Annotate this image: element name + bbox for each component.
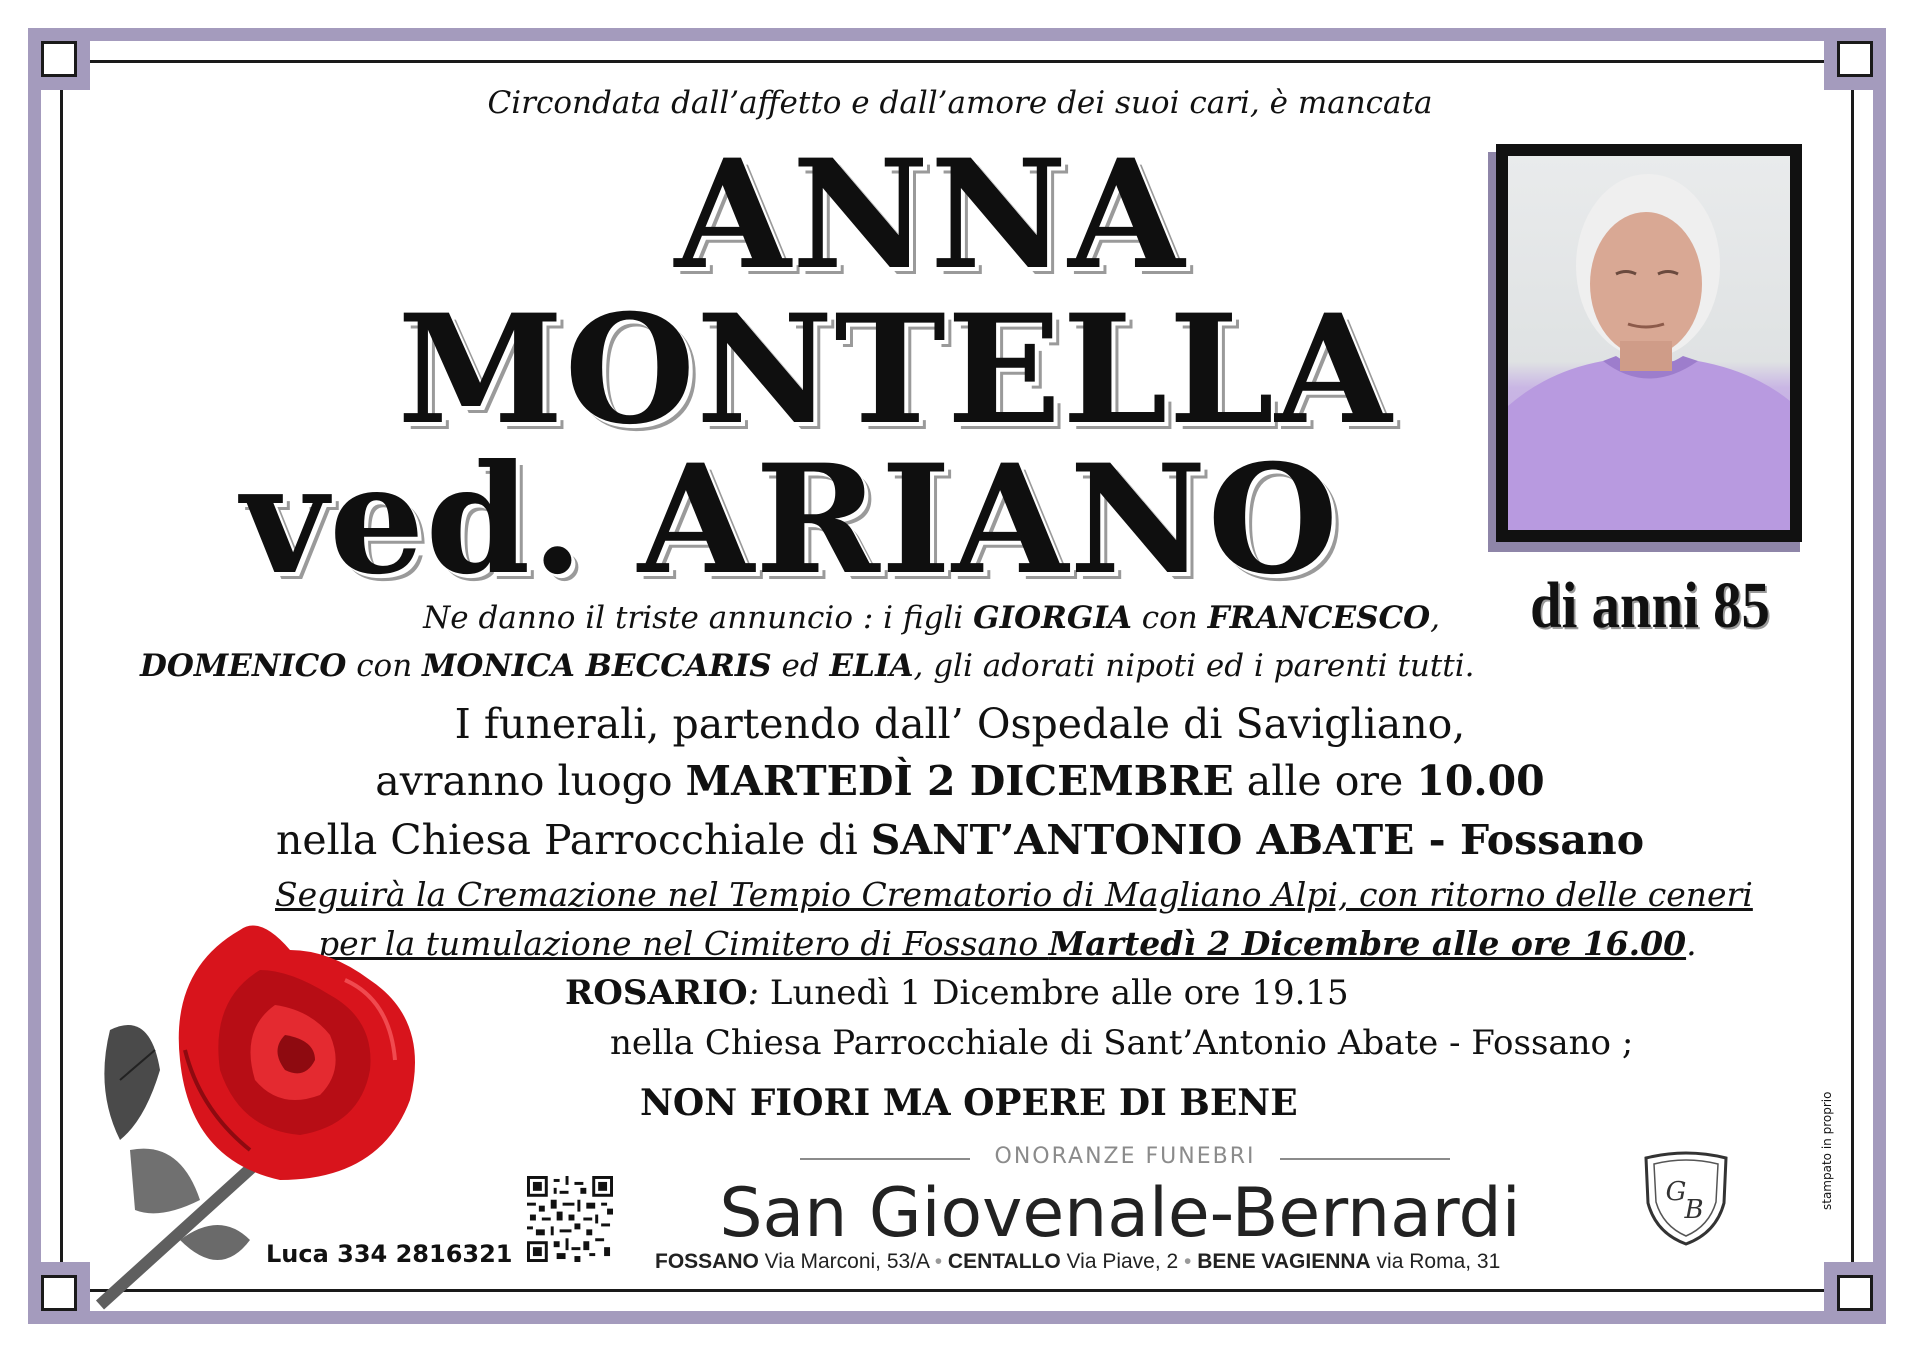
funeral-text: avranno luogo: [375, 757, 686, 805]
printed-note: [1820, 1060, 1840, 1210]
corner-ornament-bottom-left: [28, 1262, 90, 1324]
contact-phone: Luca 334 2816321: [266, 1240, 513, 1268]
red-rose-image: [90, 910, 450, 1310]
announcement-line-2: [140, 648, 1474, 684]
address-separator: •: [1178, 1250, 1198, 1273]
portrait-illustration: [1508, 156, 1790, 530]
corner-ornament-bottom-right: [1824, 1262, 1886, 1324]
rosary-label: ROSARIO: [565, 973, 748, 1013]
funeral-home-category: ONORANZE FUNEBRI: [800, 1144, 1450, 1169]
announcement-line-1: [0, 600, 1440, 636]
spouse-name: FRANCESCO: [1207, 600, 1431, 636]
address-town: CENTALLO: [947, 1250, 1061, 1273]
cremation-text: Seguirà la Cremazione nel Tempio Crematorio di Magliano Alpi,: [275, 875, 1349, 914]
announcement-text: con: [1131, 600, 1208, 636]
no-flowers-note: NON FIORI MA OPERE DI BENE: [640, 1082, 1298, 1124]
funeral-date: MARTEDÌ 2 DICEMBRE: [685, 757, 1234, 805]
deceased-married-name: ved. ARIANO: [240, 432, 1340, 608]
shield-monogram-icon: [1636, 1148, 1736, 1248]
child-name: DOMENICO: [140, 648, 347, 684]
age-label: di anni 85: [1530, 569, 1770, 642]
announcement-text: ,: [1430, 600, 1440, 636]
portrait-photo: [1496, 144, 1802, 542]
funeral-line-2: [0, 757, 1920, 805]
corner-ornament-top-left: [28, 28, 90, 90]
funeral-home-addresses: [655, 1250, 1500, 1274]
address-street: via Roma, 31: [1370, 1250, 1501, 1273]
grandchild-name: ELIA: [829, 648, 914, 684]
announcement-text: Ne danno il triste annuncio : i figli: [423, 600, 974, 636]
corner-ornament-top-right: [1824, 28, 1886, 90]
funeral-text: nella Chiesa Parrocchiale di: [275, 816, 871, 864]
rosary-colon: :: [747, 973, 760, 1013]
deceased-first-name: ANNA: [674, 127, 1186, 303]
rosary-line-1: [565, 973, 1349, 1013]
child-name: GIORGIA: [973, 600, 1132, 636]
address-street: Via Marconi, 53/A: [758, 1250, 929, 1273]
printed-note-text: stampato in proprio: [1820, 1091, 1834, 1210]
funeral-time: 10.00: [1416, 757, 1545, 805]
rosary-datetime: Lunedì 1 Dicembre alle ore 19.15: [759, 973, 1349, 1013]
spouse-name: MONICA BECCARIS: [422, 648, 772, 684]
cremation-text: .: [1686, 924, 1697, 963]
portrait-image: [1508, 156, 1790, 530]
funeral-text: alle ore: [1233, 757, 1417, 805]
cremation-text: per la tumulazione nel Cimitero di Fossano: [318, 924, 1049, 963]
funeral-line-1: I funerali, partendo dall’ Ospedale di Savigliano,: [454, 700, 1466, 748]
funeral-church: SANT’ANTONIO ABATE - Fossano: [870, 816, 1645, 864]
address-town: FOSSANO: [655, 1250, 759, 1273]
address-street: Via Piave, 2: [1060, 1250, 1179, 1273]
intro-text: Circondata dall’affetto e dall’amore dei suoi cari, è mancata: [487, 85, 1433, 121]
qr-code[interactable]: [527, 1176, 613, 1262]
rosary-line-2: nella Chiesa Parrocchiale di Sant’Antonio Abate - Fossano ;: [610, 1023, 1634, 1063]
svg-text:G: G: [1665, 1177, 1687, 1207]
funeral-line-3: [0, 816, 1920, 864]
cremation-line-1: [275, 875, 1753, 914]
cremation-text: con ritorno delle ceneri: [1348, 875, 1753, 914]
announcement-text: , gli adorati nipoti ed i parenti tutti.: [913, 648, 1475, 684]
deceased-surname: MONTELLA: [397, 282, 1393, 458]
announcement-text: ed: [771, 648, 830, 684]
address-town: BENE VAGIENNA: [1197, 1250, 1371, 1273]
announcement-text: con: [346, 648, 423, 684]
cremation-line-2: [318, 924, 1697, 963]
svg-text:B: B: [1684, 1195, 1704, 1225]
burial-datetime: Martedì 2 Dicembre alle ore 16.00: [1048, 924, 1687, 963]
address-separator: •: [928, 1250, 948, 1273]
funeral-home-name: San Giovenale-Bernardi: [719, 1174, 1521, 1253]
